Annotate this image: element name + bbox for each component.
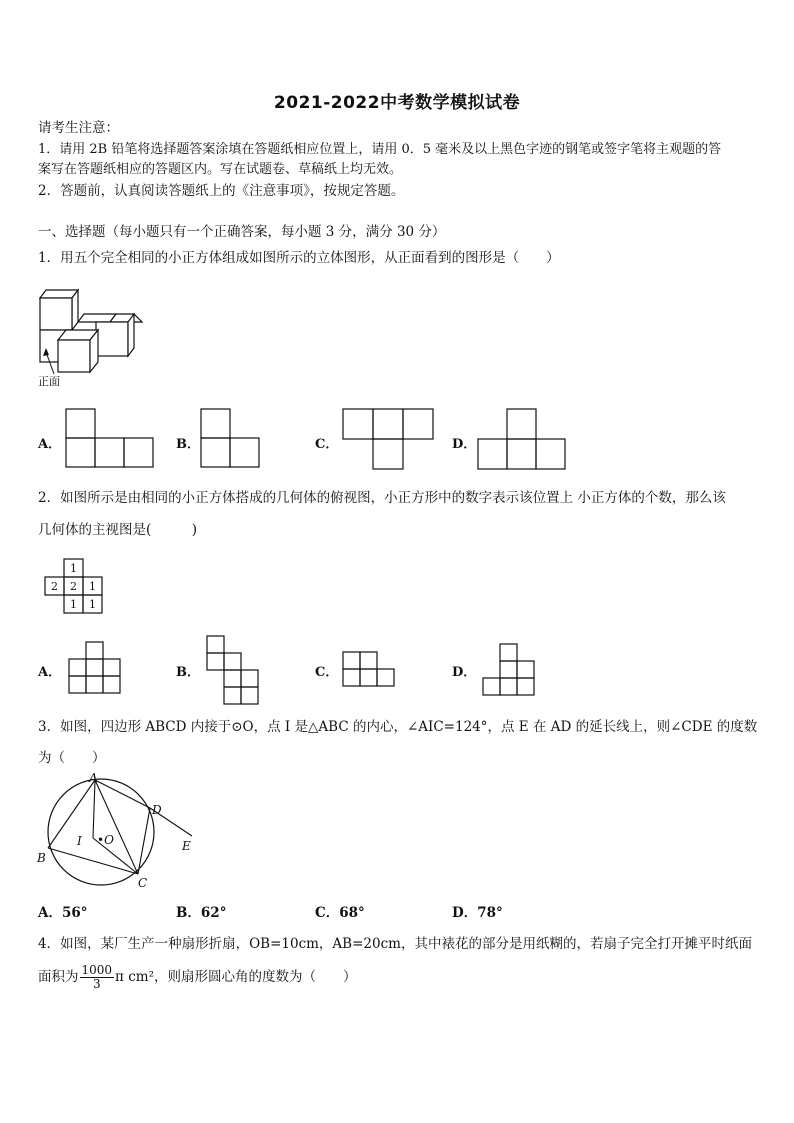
point-e-label: E (182, 839, 191, 853)
point-b-label: B (37, 851, 46, 865)
q3-circle-figure (34, 770, 204, 894)
q3-option-a[interactable]: A．56° (38, 905, 88, 921)
q2-option-b-figure (205, 634, 261, 706)
q1-option-d[interactable]: D． (452, 437, 477, 452)
q2-option-b[interactable]: B． (176, 665, 200, 680)
page-title: 2021-2022中考数学模拟试卷 (273, 93, 521, 113)
q2-option-d-figure (481, 642, 537, 698)
notice-item-2: 2．答题前，认真阅读答题纸上的《注意事项》，按规定答题。 (38, 183, 405, 199)
q4-stem-b-post: π cm²，则扇形圆心角的度数为（ ） (115, 969, 357, 985)
q1-option-d-figure (476, 407, 570, 471)
q3-stem-a: 3．如图，四边形 ABCD 内接于⊙O，点 I 是△ABC 的内心，∠AIC=124°，点 E 在 AD 的延长线上，则∠CDE 的度数 (38, 719, 758, 735)
q1-option-c[interactable]: C． (315, 437, 339, 452)
q3-option-d[interactable]: D．78° (452, 905, 503, 921)
q1-option-c-figure (341, 407, 435, 471)
q2-option-c-figure (341, 650, 397, 690)
notice-heading: 请考生注意： (38, 120, 119, 136)
grid-number: 1 (70, 598, 77, 611)
grid-number: 2 (51, 580, 58, 593)
q1-front-label: 正面 (38, 375, 60, 388)
grid-number: 1 (89, 580, 96, 593)
point-d-label: D (152, 803, 162, 817)
q4-fraction (80, 964, 115, 991)
point-a-label: A (89, 771, 98, 785)
q4-fraction-denominator: 3 (92, 977, 101, 991)
q2-option-c[interactable]: C． (315, 665, 339, 680)
grid-number: 1 (89, 598, 96, 611)
q3-option-b[interactable]: B．62° (176, 905, 227, 921)
q1-option-a-figure (64, 407, 156, 469)
notice-item-1a: 1．请用 2B 铅笔将选择题答案涂填在答题纸相应位置上，请用 0．5 毫米及以上黑色字迹的钢笔或签字笔将主观题的答 (38, 142, 722, 157)
grid-number: 1 (70, 562, 77, 575)
q2-stem-a: 2．如图所示是由相同的小正方体搭成的几何体的俯视图，小正方形中的数字表示该位置上 小正方体的个数，那么该 (38, 490, 726, 506)
q3-stem-b: 为（ ） (38, 750, 106, 766)
point-i-label: I (77, 834, 82, 848)
point-c-label: C (138, 876, 148, 890)
q1-3d-figure (34, 282, 144, 390)
q1-option-b[interactable]: B． (176, 437, 200, 452)
point-o-label: •O (97, 833, 114, 847)
q4-stem-b-pre: 面积为 (38, 969, 79, 985)
q4-stem-b (38, 962, 356, 992)
q2-option-a-figure (67, 640, 123, 696)
q1-option-a[interactable]: A． (38, 437, 62, 452)
grid-number: 2 (70, 580, 77, 593)
q4-stem-a: 4．如图，某厂生产一种扇形折扇，OB=10cm，AB=20cm，其中裱花的部分是用纸糊的，若扇子完全打开摊平时纸面 (38, 936, 752, 952)
q2-top-view-grid (42, 557, 106, 617)
q2-option-d[interactable]: D． (452, 665, 477, 680)
q1-option-b-figure (199, 407, 263, 469)
notice-item-1b: 案写在答题纸相应的答题区内。写在试题卷、草稿纸上均无效。 (38, 162, 403, 177)
q3-option-c[interactable]: C．68° (315, 905, 365, 921)
q1-stem: 1．用五个完全相同的小正方体组成如图所示的立体图形，从正面看到的图形是（ ） (38, 250, 560, 266)
q2-option-a[interactable]: A． (38, 665, 62, 680)
section-heading: 一、选择题（每小题只有一个正确答案，每小题 3 分，满分 30 分） (38, 224, 446, 240)
q2-stem-b: 几何体的主视图是( ) (38, 522, 198, 538)
q4-fraction-numerator: 1000 (81, 963, 113, 977)
